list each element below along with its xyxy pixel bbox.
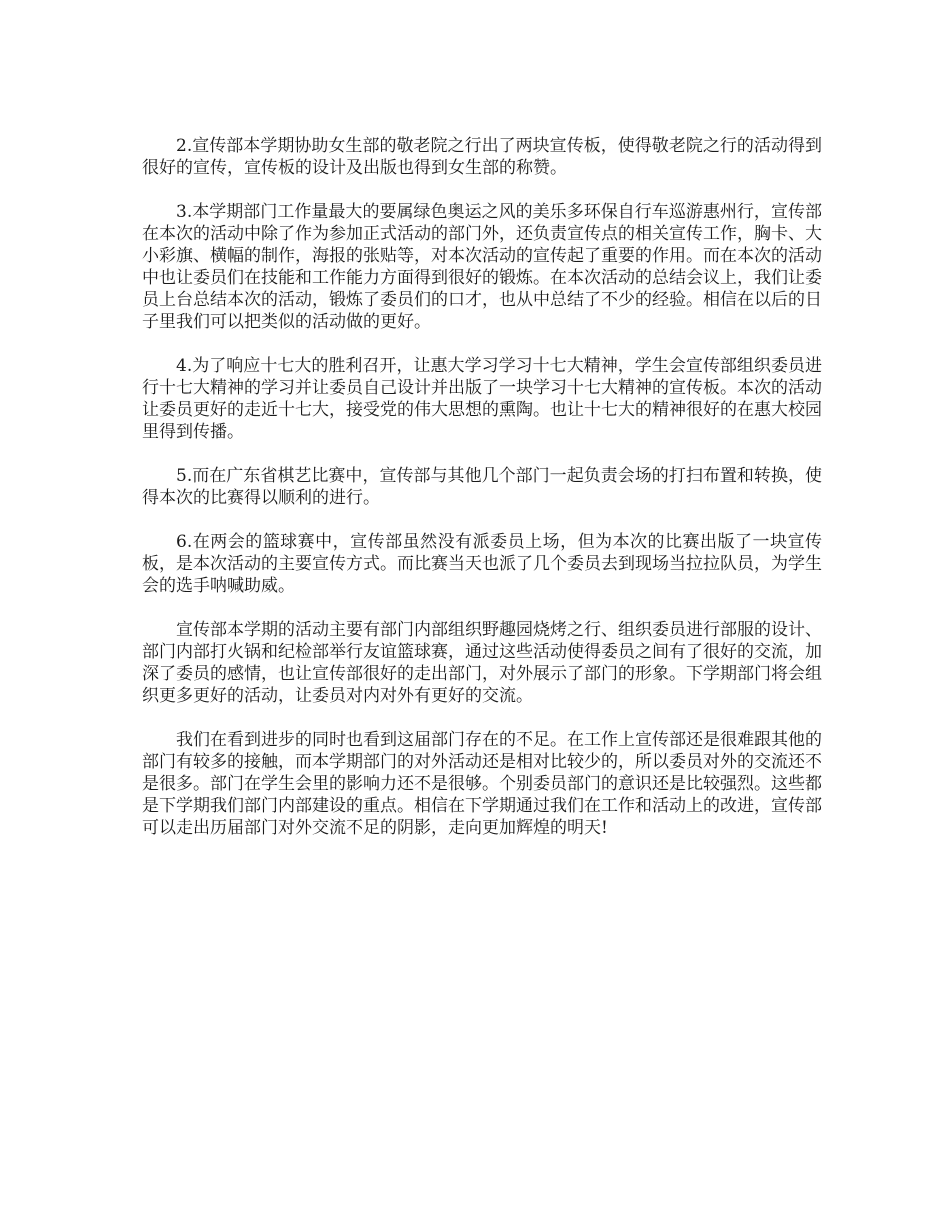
paragraph-item-4: 4.为了响应十七大的胜利召开，让惠大学习学习十七大精神，学生会宣传部组织委员进行十七大精神的学习并让委员自己设计并出版了一块学习十七大精神的宣传板。本次的活动让委员更好的走近十七大，接受党的伟大思想的熏陶。也让十七大的精神很好的在惠大校园里得到传播。 [142, 356, 822, 442]
paragraph-shortcomings: 我们在看到进步的同时也看到这届部门存在的不足。在工作上宣传部还是很难跟其他的部门有较多的接触，而本学期部门的对外活动还是相对比较少的，所以委员对外的交流还不是很多。部门在学生会里的影响力还不是很够。个别委员部门的意识还是比较强烈。这些都是下学期我们部门内部建设的重点。相信在下学期通过我们在工作和活动上的改进，宣传部可以走出历届部门对外交流不足的阴影，走向更加辉煌的明天! [142, 730, 822, 838]
paragraph-item-2: 2.宣传部本学期协助女生部的敬老院之行出了两块宣传板，使得敬老院之行的活动得到很好的宣传，宣传板的设计及出版也得到女生部的称赞。 [142, 136, 822, 178]
paragraph-item-3: 3.本学期部门工作量最大的要属绿色奥运之风的美乐多环保自行车巡游惠州行，宣传部在本次的活动中除了作为参加正式活动的部门外，还负责宣传点的相关宣传工作，胸卡、大小彩旗、横幅的制作，海报的张贴等，对本次活动的宣传起了重要的作用。而在本次的活动中也让委员们在技能和工作能力方面得到很好的锻炼。在本次活动的总结会议上，我们让委员上台总结本次的活动，锻炼了委员们的口才，也从中总结了不少的经验。相信在以后的日子里我们可以把类似的活动做的更好。 [142, 202, 822, 332]
paragraph-summary: 宣传部本学期的活动主要有部门内部组织野趣园烧烤之行、组织委员进行部服的设计、部门内部打火锅和纪检部举行友谊篮球赛，通过这些活动使得委员之间有了很好的交流，加深了委员的感情，也让宣传部很好的走出部门，对外展示了部门的形象。下学期部门将会组织更多更好的活动，让委员对内对外有更好的交流。 [142, 620, 822, 706]
document-body [142, 135, 822, 861]
paragraph-item-6: 6.在两会的篮球赛中，宣传部虽然没有派委员上场，但为本次的比赛出版了一块宣传板，是本次活动的主要宣传方式。而比赛当天也派了几个委员去到现场当拉拉队员，为学生会的选手呐喊助威。 [142, 532, 822, 596]
paragraph-item-5: 5.而在广东省棋艺比赛中，宣传部与其他几个部门一起负责会场的打扫布置和转换，使得本次的比赛得以顺利的进行。 [142, 466, 822, 508]
